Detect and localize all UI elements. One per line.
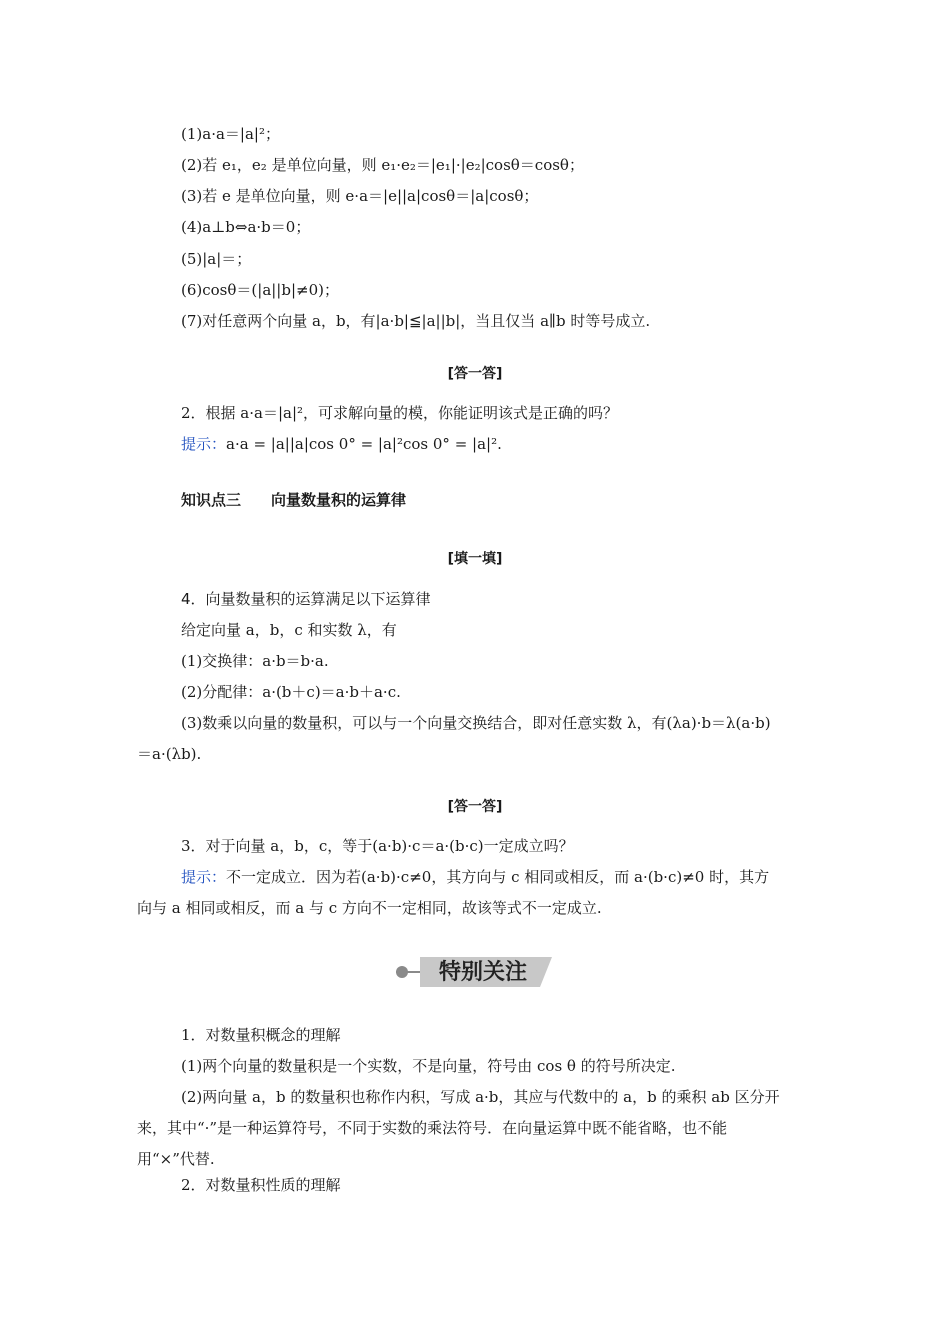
property-1: (1)a·a＝|a|²； — [181, 125, 280, 143]
question-2: 2．根据 a·a＝|a|²，可求解向量的模，你能证明该式是正确的吗？ — [181, 404, 619, 422]
banner-dot — [396, 966, 408, 978]
special-s1: (1)两个向量的数量积是一个实数，不是向量，符号由 cos θ 的符号所决定. — [181, 1057, 676, 1075]
question-3: 3．对于向量 a，b，c，等于(a·b)·c＝a·(b·c)一定成立吗？ — [181, 837, 574, 855]
hint-text: a·a = |a||a|cos 0° = |a|²cos 0° = |a|². — [226, 435, 502, 453]
property-6: (6)cosθ＝(|a||b|≠0)； — [181, 281, 339, 299]
property-2: (2)若 e₁，e₂ 是单位向量，则 e₁·e₂＝|e₁|·|e₂|cosθ＝cosθ； — [181, 156, 584, 174]
hint-label: 提示： — [181, 868, 227, 886]
given-line: 给定向量 a，b，c 和实数 λ，有 — [181, 621, 397, 639]
hint-label: 提示： — [181, 435, 227, 453]
property-5: (5)|a|＝； — [181, 250, 252, 268]
hint-2-line1 — [181, 867, 769, 887]
law-1: (1)交换律：a·b＝b·a. — [181, 652, 329, 670]
special-s2-line3: 用“×”代替. — [137, 1150, 215, 1168]
law-3-line1: (3)数乘以向量的数量积，可以与一个向量交换结合，即对任意实数 λ，有(λa)·b＝λ(a·b) — [181, 714, 771, 732]
banner-label: 特别关注 — [438, 960, 527, 985]
property-3: (3)若 e 是单位向量，则 e·a＝|e||a|cosθ＝|a|cosθ； — [181, 187, 539, 205]
item-4: 4．向量数量积的运算满足以下运算律 — [181, 590, 431, 608]
special-s2-line1: (2)两向量 a，b 的数量积也称作内积，写成 a·b，其应与代数中的 a，b 的乘积 ab 区分开 — [181, 1088, 780, 1106]
hint-text: 不一定成立．因为若(a·b)·c≠0，其方向与 c 相同或相反，而 a·(b·c)≠0 时，其方 — [226, 868, 770, 886]
property-4: (4)a⊥b⇔a·b＝0； — [181, 218, 311, 236]
law-3-line2: ＝a·(λb). — [137, 745, 202, 763]
property-7: (7)对任意两个向量 a，b，有|a·b|≦|a||b|，当且仅当 a∥b 时等号成立. — [181, 312, 651, 330]
hint-2-line2: 向与 a 相同或相反，而 a 与 c 方向不一定相同，故该等式不一定成立. — [137, 899, 602, 917]
special-item-2: 2．对数量积性质的理解 — [181, 1176, 341, 1194]
hint-1 — [181, 434, 502, 454]
law-2: (2)分配律：a·(b＋c)＝a·b＋a·c. — [181, 683, 401, 701]
fill-heading: [填一填] — [447, 551, 503, 567]
special-s2-line2: 来，其中“·”是一种运算符号，不同于实数的乘法符号．在向量运算中既不能省略，也不能 — [137, 1119, 728, 1137]
section-title: 知识点三 向量数量积的运算律 — [181, 491, 407, 509]
special-item-1: 1．对数量积概念的理解 — [181, 1026, 341, 1044]
answer-heading-2: [答一答] — [447, 799, 503, 815]
answer-heading-1: [答一答] — [447, 366, 503, 382]
